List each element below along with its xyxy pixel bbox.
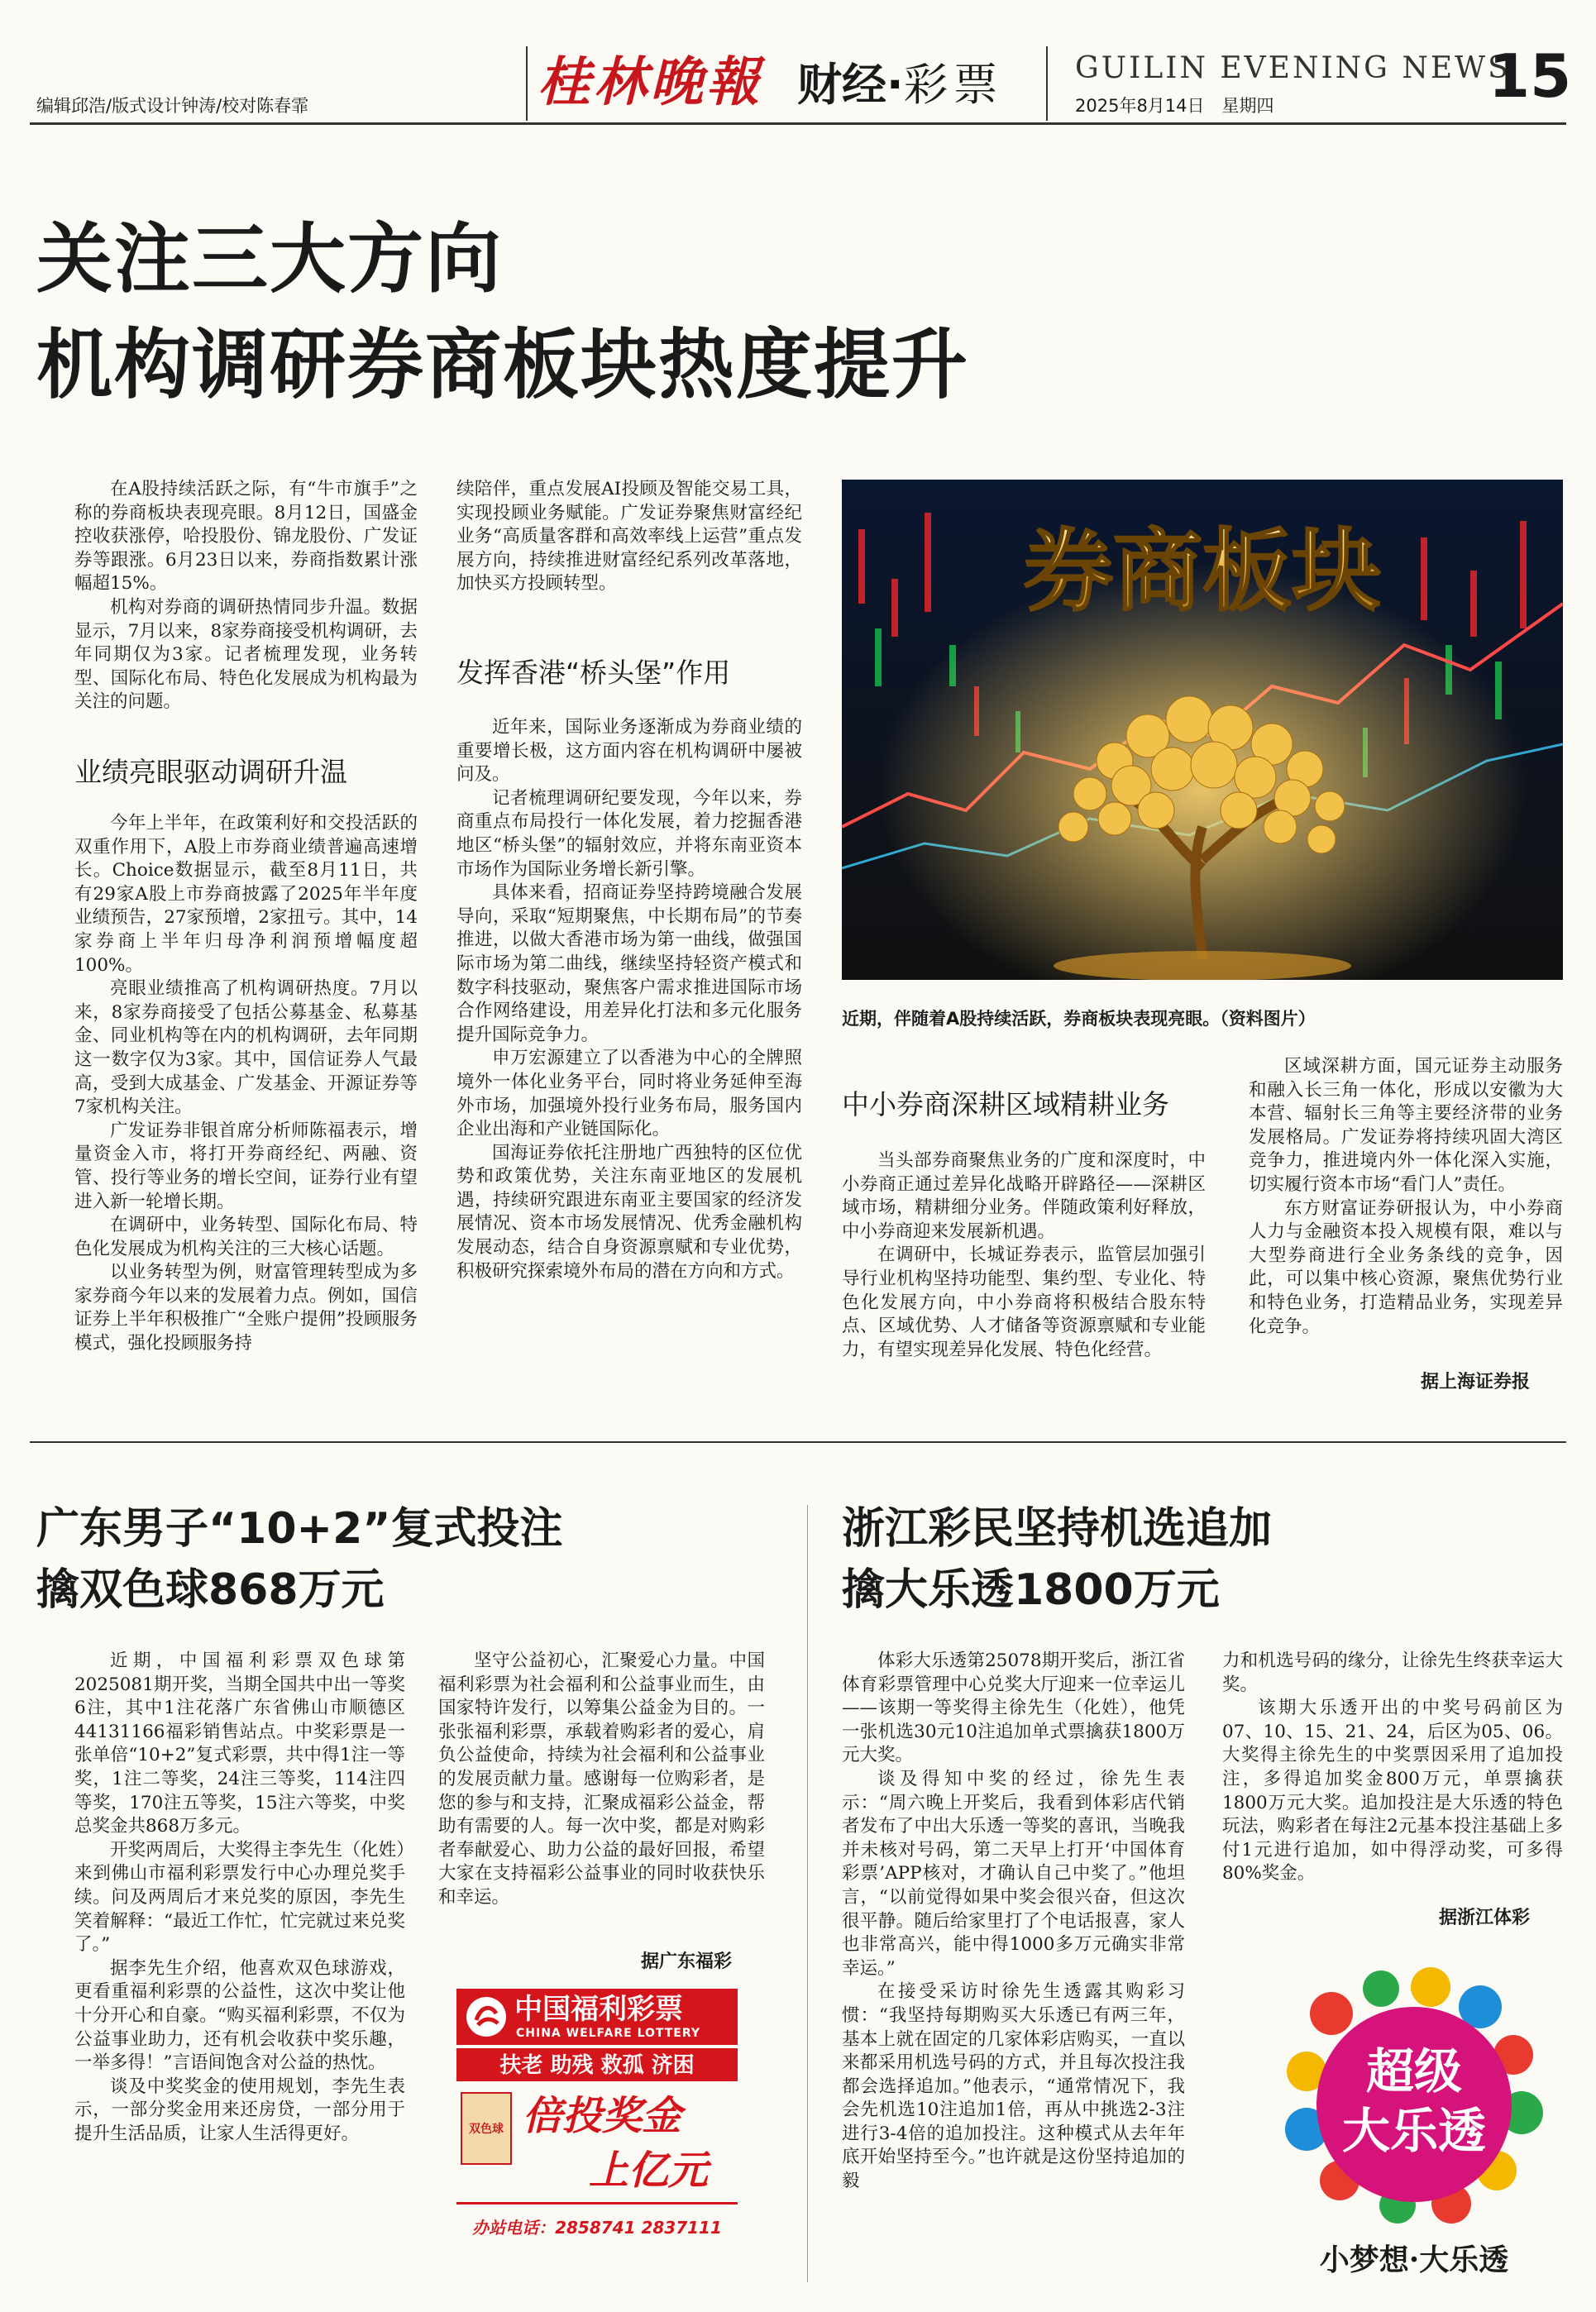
paragraph: 区域深耕方面，国元证券主动服务和融入长三角一体化，形成以安徽为大本营、辐射长三角等主要经济带的业务发展格局。广发证券将持续巩固大湾区竞争力，推进境内外一体化深入实施，切实履行资本市场“看门人”责任。 [1249,1056,1563,1195]
paragraph: 亮眼业绩推高了机构调研热度。7月以来，8家券商接受了包括公募基金、私募基金、同业机构等在内的机构调研，去年同期这一数字仅为3家。其中，国信证券人气最高，受到大成基金、广发基金、开源证券等7家机构关注。 [74,978,418,1118]
welfare-logo-icon [466,1997,506,2037]
main-byline: 据上海证券报 [1420,1372,1530,1392]
masthead-divider [1046,46,1048,121]
column-divider [807,1505,808,2282]
guangdong-col1 [74,1650,405,2146]
section-divider [30,1441,1566,1443]
main-headline-line1: 关注三大方向 [36,215,504,303]
masthead-rule [30,122,1566,125]
section-sub: 彩票 [903,59,1003,111]
ad-promo2: 上亿元 [589,2147,709,2194]
main-col2-top [456,478,802,596]
newspaper-logo: 桂林晚報 [538,51,762,113]
main-col1-body [74,812,418,1356]
paragraph: 广发证券非银首席分析师陈福表示，增量资金入市，将打开券商经纪、两融、资管、投行等业务的增长空间，证券行业有望进入新一轮增长期。 [74,1120,418,1212]
zhejiang-headline-line2: 擒大乐透1800万元 [842,1565,1220,1615]
main-col4-body [1249,1055,1563,1339]
paragraph: 记者梳理调研纪要发现，今年以来，券商重点布局投行一体化发展，着力挖掘香港地区“桥头堡”的辐射效应，并将东南亚资本市场作为国际业务增长新引擎。 [456,787,802,880]
welfare-lottery-ad [456,1989,738,2278]
paragraph: 体彩大乐透第25078期开奖后，浙江省体育彩票管理中心兑奖大厅迎来一位幸运儿——该期一等奖得主徐先生（化姓），他凭一张机选30元10注追加单式票擒获1800万元大奖。 [842,1650,1185,1766]
guangdong-headline-line2: 擒双色球868万元 [36,1565,385,1615]
subhead-hongkong: 发挥香港“桥头堡”作用 [456,657,731,689]
main-headline-line2: 机构调研券商板块热度提升 [36,321,970,409]
lotto-tagline: 小梦想·大乐透 [1319,2243,1509,2277]
masthead-left-divider [526,46,528,121]
ad-slogan: 扶老 助残 救孤 济困 [499,2053,695,2078]
super-lotto-logo [1273,1964,1555,2282]
lotto-logo-line1: 超级 [1365,2043,1463,2099]
lotto-logo-line2: 大乐透 [1341,2103,1487,2159]
ad-rule [456,2202,738,2205]
paragraph: 以业务转型为例，财富管理转型成为多家券商今年以来的发展着力点。例如，国信证券上半年积极推广“全账户提佣”投顾服务模式，强化投顾服务持 [74,1262,418,1354]
paragraph: 开奖两周后，大奖得主李先生（化姓）来到佛山市福利彩票发行中心办理兑奖手续。问及两周后才来兑奖的原因，李先生笑着解释：“最近工作忙，忙完就过来兑奖了。” [74,1839,405,1956]
main-col1-intro [74,478,418,714]
issue-date: 2025年8月14日 星期四 [1075,96,1274,116]
zhejiang-headline-line1: 浙江彩民坚持机选追加 [842,1504,1273,1554]
ad-brand-en: CHINA WELFARE LOTTERY [516,2027,701,2040]
paragraph: 国海证券依托注册地广西独特的区位优势和政策优势，关注东南亚地区的发展机遇，持续研究跟进东南亚主要国家的经济发展情况、资本市场发展情况、优秀金融机构发展动态，结合自身资源禀赋和专业优势，积极研究探索境外布局的潜在方向和方式。 [456,1142,802,1282]
photo-title-text: 券商板块 [1023,520,1382,623]
paragraph: 坚守公益初心，汇聚爱心力量。中国福利彩票为社会福利和公益事业而生，由国家特许发行，以筹集公益金为目的。一张张福利彩票，承载着购彩者的爱心，肩负公益使命，持续为社会福利和公益事业的发展贡献力量。感谢每一位购彩者，是您的参与和支持，汇聚成福彩公益金，帮助有需要的人。每一次中奖，都是对购彩者奉献爱心、助力公益的最好回报，希望大家在支持福彩公益事业的同时收获快乐和幸运。 [438,1650,765,1908]
section-main: 财经 [797,59,886,111]
ad-hotline: 办站电话：2858741 2837111 [472,2218,722,2238]
paragraph: 在A股持续活跃之际，有“牛市旗手”之称的券商板块表现亮眼。8月12日，国盛金控收获涨停，哈投股份、锦龙股份、广发证券等跟涨。6月23日以来，券商指数累计涨幅超15%。 [74,479,418,595]
ad-promo1: 倍投奖金 [523,2093,682,2139]
paragraph: 续陪伴，重点发展AI投顾及智能交易工具，实现投顾业务赋能。广发证券聚焦财富经纪业务“高质量客群和高效率线上运营”重点发展方向，持续推进财富经纪系列改革落地，加快买方投顾转型。 [456,479,802,595]
section-title [797,50,1003,113]
main-col3-body [842,1149,1206,1362]
paragraph: 东方财富证券研报认为，中小券商人力与金融资本投入规模有限，难以与大型券商进行全业务条线的竞争，因此，可以集中核心资源，聚焦优势行业和特色业务，打造精品业务，实现差异化竞争。 [1249,1197,1563,1337]
photo-illustration [842,480,1563,980]
paragraph: 谈及中奖奖金的使用规划，李先生表示，一部分奖金用来还房贷，一部分用于提升生活品质，让家人生活得更好。 [74,2076,405,2144]
paragraph: 在调研中，业务转型、国际化布局、特色化发展成为机构关注的三大核心话题。 [74,1215,418,1259]
zhejiang-col1 [842,1650,1185,2194]
paragraph: 谈及得知中奖的经过，徐先生表示：“周六晚上开奖后，我看到体彩店代销者发布了中出大乐透一等奖的喜讯，当晚我并未核对号码，第二天早上打开‘中国体育彩票’APP核对，才确认自己中奖了。”他坦言，“以前觉得如果中奖会很兴奋，但这次很平静。随后给家里打了个电话报喜，家人也非常高兴，能中得1000多万元确实非常幸运。” [842,1768,1185,1979]
guangdong-headline-line1: 广东男子“10+2”复式投注 [36,1504,563,1554]
section-dot: · [886,59,904,111]
guangdong-byline: 据广东福彩 [640,1951,732,1972]
guangdong-col2 [438,1650,765,1910]
securities-photo [842,480,1563,980]
page-number: 15 [1488,41,1572,111]
subhead-performance: 业绩亮眼驱动调研升温 [74,756,347,788]
paragraph: 申万宏源建立了以香港为中心的全牌照境外一体化业务平台，同时将业务延伸至海外市场，加强境外投行业务布局，服务国内企业出海和产业链国际化。 [456,1048,802,1140]
paragraph: 力和机选号码的缘分，让徐先生终获幸运大奖。 [1222,1650,1563,1695]
paragraph: 该期大乐透开出的中奖号码前区为07、10、15、21、24，后区为05、06。大奖得主徐先生的中奖票因采用了追加投注，多得追加奖金800万元，单票擒获1800万元大奖。追加投注是大乐透的特色玩法，购彩者在每注2元基本投注基础上多付1元进行追加，如中得浮动奖，可多得80%奖金。 [1222,1698,1563,1884]
ad-ticket-label: 双色球 [469,2123,504,2136]
paragraph: 近年来，国际业务逐渐成为券商业绩的重要增长极，这方面内容在机构调研中屡被问及。 [456,717,802,786]
ad-brand: 中国福利彩票 [514,1993,683,2026]
subhead-small-brokers: 中小券商深耕区域精耕业务 [842,1088,1169,1120]
paragraph: 近期，中国福利彩票双色球第2025081期开奖，当期全国共中出一等奖6注，其中1注花落广东省佛山市顺德区44131166福彩销售站点。中奖彩票是一张单倍“10+2”复式彩票，共中得1注一等奖，1注二等奖，24注三等奖，114注四等奖，170注五等奖，15注六等奖，中奖总奖金共868万多元。 [74,1650,405,1837]
zhejiang-col2 [1222,1650,1563,1886]
paragraph: 机构对券商的调研热情同步升温。数据显示，7月以来，8家券商接受机构调研，去年同期仅为3家。记者梳理发现，业务转型、国际化布局、特色化发展成为机构最为关注的问题。 [74,596,418,713]
paragraph: 当头部券商聚焦业务的广度和深度时，中小券商正通过差异化战略开辟路径——深耕区域市场，精耕细分业务。伴随政策利好释放，中小券商迎来发展新机遇。 [842,1150,1206,1242]
paragraph: 在调研中，长城证券表示，监管层加强引导行业机构坚持功能型、集约型、专业化、特色化发展方向，中小券商将积极结合股东特点、区域优势、人才储备等资源禀赋和专业能力，有望实现差异化发展、特色化经营。 [842,1244,1206,1360]
paragraph: 据李先生介绍，他喜欢双色球游戏，更看重福利彩票的公益性，这次中奖让他十分开心和自豪。“购买福利彩票，不仅为公益事业助力，还有机会收获中奖乐趣，一举多得！”言语间饱含对公益的热忱。 [74,1957,405,2074]
english-masthead: GUILIN EVENING NEWS [1075,51,1511,85]
paragraph: 今年上半年，在政策利好和交投活跃的双重作用下，A股上市券商业绩普遍高速增长。Choice数据显示，截至8月11日，共有29家A股上市券商披露了2025年半年度业绩预告，27家预增，2家扭亏。其中，14家券商上半年归母净利润预增幅度超100%。 [74,813,418,976]
editor-credits: 编辑邱浩/版式设计钟涛/校对陈春霏 [36,96,309,116]
paragraph: 具体来看，招商证券坚持跨境融合发展导向，采取“短期聚焦，中长期布局”的节奏推进，以做大香港市场为第一曲线，做强国际市场为第二曲线，继续坚持轻资产模式和数字科技驱动，聚焦客户需求推进国际市场合作网络建设，用差异化打法和多元化服务提升国际竞争力。 [456,882,802,1045]
main-col2-body [456,716,802,1283]
paragraph: 在接受采访时徐先生透露其购彩习惯：“我坚持每期购买大乐透已有两三年，基本上就在固定的几家体彩店购买，一直以来都采用机选号码的方式，并且每次投注我都会选择追加。”他表示，“通常情况下，我会先机选10注追加1倍，再从中挑选2-3注进行3-4倍的追加投注。这种模式从去年年底开始坚持至今。”也许就是这份坚持追加的毅 [842,1981,1185,2192]
zhejiang-byline: 据浙江体彩 [1438,1908,1530,1928]
photo-caption: 近期，伴随着A股持续活跃，券商板块表现亮眼。（资料图片） [842,1009,1316,1029]
